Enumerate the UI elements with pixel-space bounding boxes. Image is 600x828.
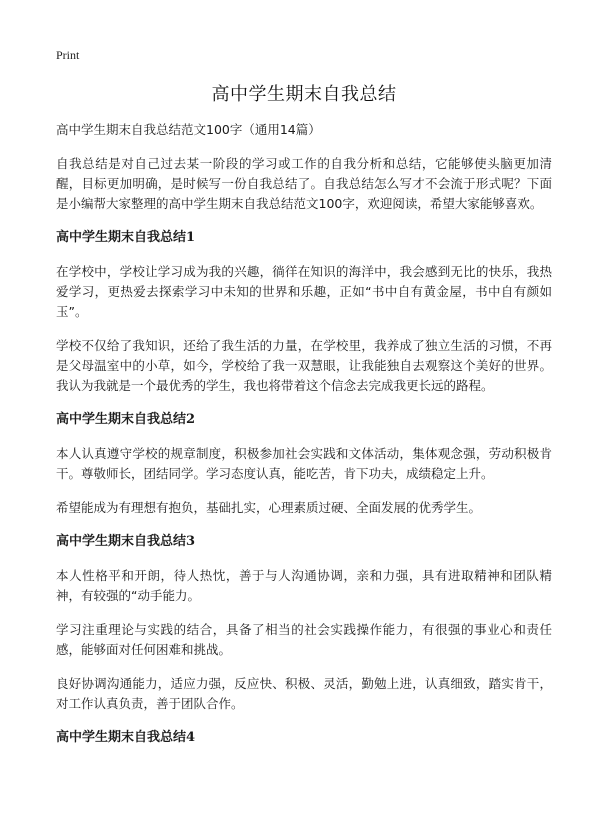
document-body bbox=[56, 120, 552, 762]
section-1-paragraph-2: 学校不仅给了我知识，还给了我生活的力量，在学校里，我养成了独立生活的习惯，不再是父母温室中的小草，如今，学校给了我一双慧眼，让我能独自去观察这个美好的世界。我认为我就是一个最优秀的学生，我也将带着这个信念去完成我更长远的路程。 bbox=[56, 338, 552, 393]
section-3-paragraph-2: 学习注重理论与实践的结合，具备了相当的社会实践操作能力，有很强的事业心和责任感，能够面对任何困难和挑战。 bbox=[56, 622, 552, 657]
section-2-paragraph-1: 本人认真遵守学校的规章制度，积极参加社会实践和文体活动，集体观念强，劳动积极肯干。尊敬师长，团结同学。学习态度认真，能吃苦，肯下功夫，成绩稳定上升。 bbox=[56, 446, 552, 481]
section-heading-1: 高中学生期末自我总结1 bbox=[56, 230, 196, 245]
section-1-paragraph-1: 在学校中，学校让学习成为我的兴趣，徜徉在知识的海洋中，我会感到无比的快乐，我热爱学习，更热爱去探索学习中未知的世界和乐趣，正如“书中自有黄金屋，书中自有颜如玉”。 bbox=[56, 264, 552, 319]
print-link[interactable]: Print bbox=[56, 48, 80, 62]
section-heading-2: 高中学生期末自我总结2 bbox=[56, 412, 196, 427]
page-title: 高中学生期末自我总结 bbox=[211, 84, 397, 105]
section-heading-4: 高中学生期末自我总结4 bbox=[56, 730, 196, 745]
section-heading-3: 高中学生期末自我总结3 bbox=[56, 534, 196, 549]
section-2-paragraph-2: 希望能成为有理想有抱负，基础扎实，心理素质过硬、全面发展的优秀学生。 bbox=[56, 500, 482, 515]
section-3-paragraph-3: 良好协调沟通能力，适应力强，反应快、积极、灵活，勤勉上进，认真细致，踏实肯干，对工作认真负责，善于团队合作。 bbox=[56, 676, 552, 711]
document-subtitle: 高中学生期末自我总结范文100字（通用14篇） bbox=[56, 122, 321, 137]
section-3-paragraph-1: 本人性格平和开朗，待人热忱，善于与人沟通协调，亲和力强，具有进取精神和团队精神，有较强的“动手能力。 bbox=[56, 568, 552, 603]
intro-paragraph: 自我总结是对自己过去某一阶段的学习或工作的自我分析和总结，它能够使头脑更加清醒，目标更加明确，是时候写一份自我总结了。自我总结怎么写才不会流于形式呢？下面是小编帮大家整理的高中学生期末自我总结范文100字，欢迎阅读，希望大家能够喜欢。 bbox=[56, 156, 552, 211]
